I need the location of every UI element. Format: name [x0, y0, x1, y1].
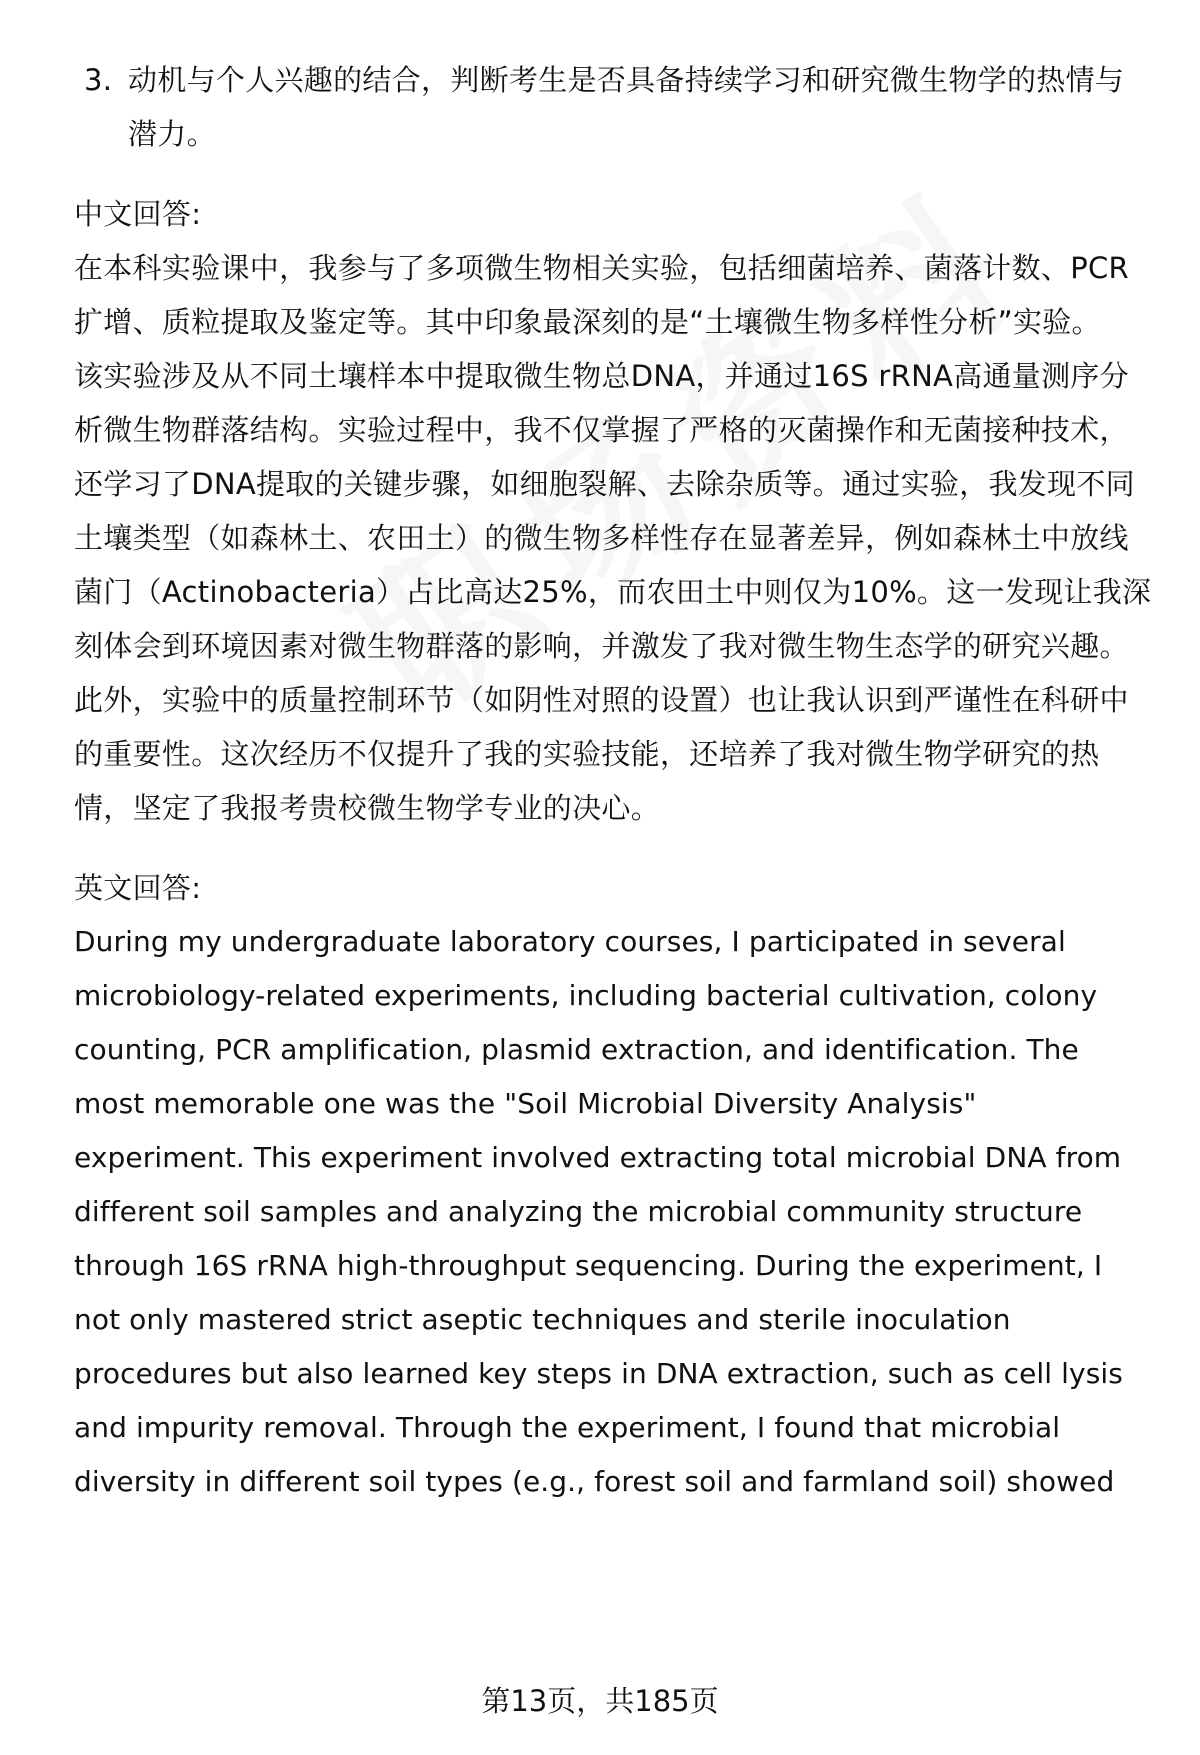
chinese-answer-line: 还学习了DNA提取的关键步骤，如细胞裂解、去除杂质等。通过实验，我发现不同 [74, 467, 1135, 501]
list-number: 3. [84, 63, 113, 97]
chinese-answer-heading: 中文回答: [74, 197, 202, 231]
english-answer-line: through 16S rRNA high-throughput sequencing. During the experiment, I [74, 1249, 1103, 1282]
chinese-answer-line: 此外，实验中的质量控制环节（如阴性对照的设置）也让我认识到严谨性在科研中 [74, 683, 1129, 717]
chinese-answer-line: 刻体会到环境因素对微生物群落的影响，并激发了我对微生物生态学的研究兴趣。 [74, 629, 1129, 663]
english-answer-line: counting, PCR amplification, plasmid extraction, and identification. The [74, 1033, 1079, 1066]
list-item-line: 潜力。 [128, 117, 216, 151]
chinese-answer-line: 的重要性。这次经历不仅提升了我的实验技能，还培养了我对微生物学研究的热 [74, 737, 1100, 771]
list-item-line: 动机与个人兴趣的结合，判断考生是否具备持续学习和研究微生物学的热情与 [128, 63, 1125, 97]
english-answer-line: different soil samples and analyzing the microbial community structure [74, 1195, 1083, 1228]
chinese-answer-line: 情，坚定了我报考贵校微生物学专业的决心。 [74, 791, 661, 825]
english-answer-heading: 英文回答: [74, 871, 202, 905]
chinese-answer-line: 在本科实验课中，我参与了多项微生物相关实验，包括细菌培养、菌落计数、PCR [74, 251, 1129, 285]
english-answer-line: During my undergraduate laboratory courses, I participated in several [74, 925, 1066, 958]
english-answer-line: diversity in different soil types (e.g., forest soil and farmland soil) showed [74, 1465, 1115, 1498]
chinese-answer-line: 土壤类型（如森林土、农田土）的微生物多样性存在显著差异，例如森林土中放线 [74, 521, 1129, 555]
chinese-answer-line: 菌门（Actinobacteria）占比高达25%，而农田土中则仅为10%。这一发现让我深 [74, 575, 1152, 609]
english-answer-line: procedures but also learned key steps in DNA extraction, such as cell lysis [74, 1357, 1123, 1390]
page-number-footer: 第13页，共185页 [481, 1684, 719, 1718]
english-answer-line: microbiology-related experiments, including bacterial cultivation, colony [74, 979, 1098, 1012]
english-answer-line: experiment. This experiment involved extracting total microbial DNA from [74, 1141, 1122, 1174]
chinese-answer-line: 该实验涉及从不同土壤样本中提取微生物总DNA，并通过16S rRNA高通量测序分 [74, 359, 1129, 393]
english-answer-line: not only mastered strict aseptic techniques and sterile inoculation [74, 1303, 1011, 1336]
english-answer-line: most memorable one was the "Soil Microbial Diversity Analysis" [74, 1087, 977, 1120]
english-answer-line: and impurity removal. Through the experiment, I found that microbial [74, 1411, 1061, 1444]
chinese-answer-line: 扩增、质粒提取及鉴定等。其中印象最深刻的是“土壤微生物多样性分析”实验。 [74, 305, 1101, 339]
chinese-answer-line: 析微生物群落结构。实验过程中，我不仅掌握了严格的灭菌操作和无菌接种技术， [74, 413, 1129, 447]
